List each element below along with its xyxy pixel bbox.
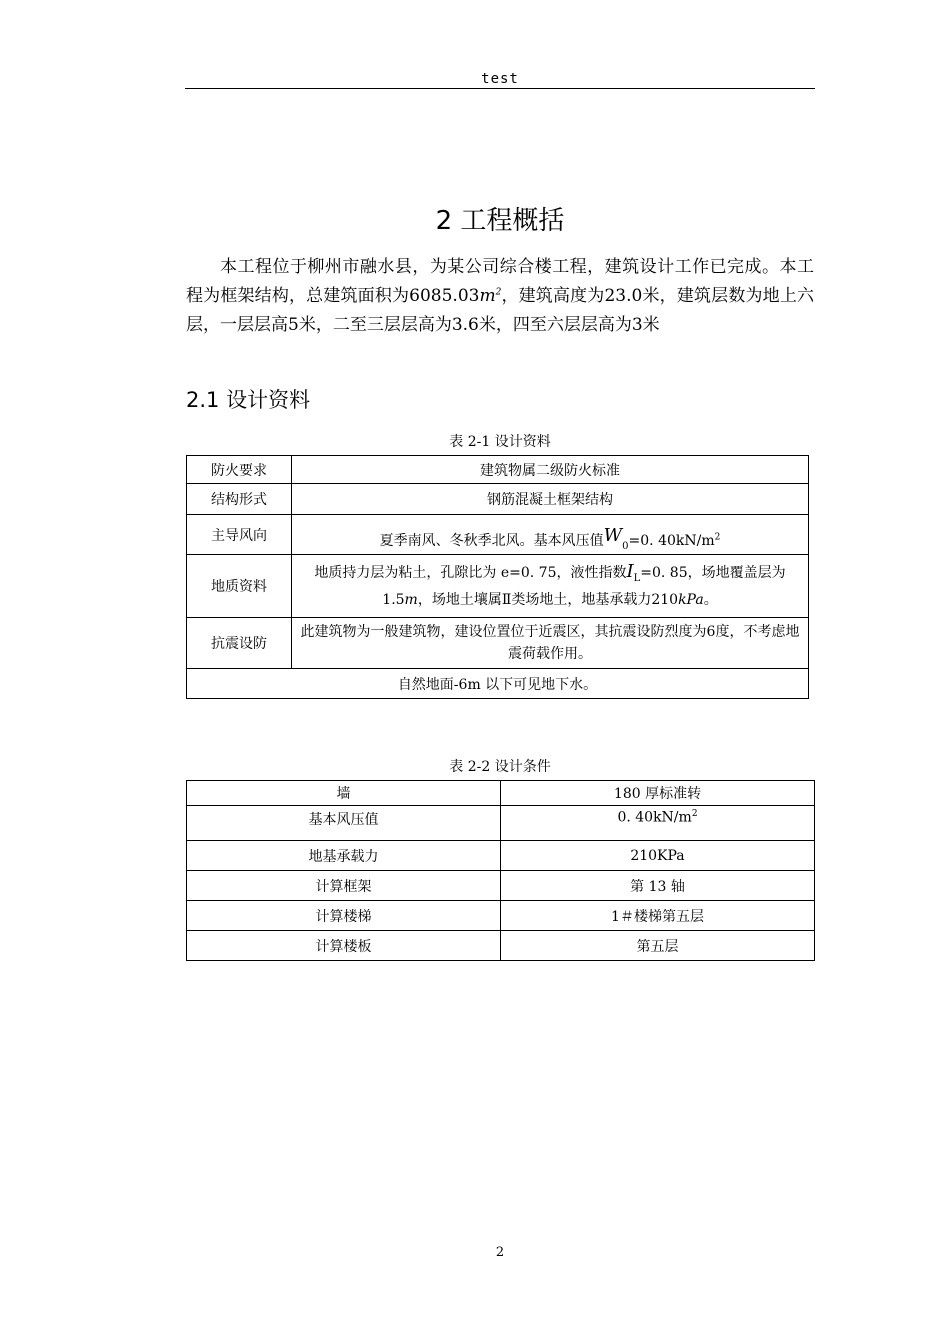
table-row (187, 618, 809, 669)
table-cell-key: 计算楼板 (187, 931, 501, 961)
intro-text-2: ，建筑高度为23.0米，建筑层数为地上六层，一层层高5米，二至三层层高为3.6米，四至六层层高为3米 (186, 286, 814, 335)
table-row (187, 781, 815, 806)
table-row (187, 515, 809, 555)
design-conditions-table (186, 780, 815, 961)
table-cell-key: 防火要求 (187, 456, 292, 484)
table-row (187, 669, 809, 699)
table-cell-key: 计算框架 (187, 871, 501, 901)
table-cell-value: 建筑物属二级防火标准 (292, 456, 809, 484)
table-cell-key: 地基承载力 (187, 841, 501, 871)
area-unit: $m^2$ (479, 286, 502, 306)
table-cell-value: 夏季南风、冬秋季北风。基本风压值$W_0=0$. $40kN/m^2$ (292, 515, 809, 555)
design-data-table (186, 455, 809, 699)
table-cell-value: 第 13 轴 (501, 871, 815, 901)
table-row (187, 841, 815, 871)
table-cell-key: 墙 (187, 781, 501, 806)
wind-pressure-symbol: W (603, 525, 623, 547)
table-cell-value: 180 厚标准转 (501, 781, 815, 806)
table-row (187, 484, 809, 515)
table-cell-key: 基本风压值 (187, 806, 501, 841)
table-row (187, 901, 815, 931)
table-row (187, 806, 815, 841)
table-cell-key: 地质资料 (187, 555, 292, 618)
table1-caption: 表 2-1 设计资料 (449, 434, 551, 450)
table-row (187, 931, 815, 961)
chapter-title: 2 工程概括 (435, 206, 565, 236)
table-cell-value: 钢筋混凝土框架结构 (292, 484, 809, 515)
table-cell-value: 地质持力层为粘土，孔隙比为 e=0. 75，液性指数$I_L=0$. 85，场地覆盖层为1.5m，场地土壤属Ⅱ类场地土，地基承载力210kPa。 (292, 555, 809, 618)
table-cell-value: 此建筑物为一般建筑物，建设位置位于近震区，其抗震设防烈度为6度，不考虑地震荷载作用。 (292, 618, 809, 669)
page-header: test (481, 71, 519, 87)
page-number: 2 (495, 1245, 505, 1260)
table-cell-key: 抗震设防 (187, 618, 292, 669)
liquidity-index-symbol: I (626, 560, 634, 582)
table-cell-value: 210KPa (501, 841, 815, 871)
table-cell-value: 1＃楼梯第五层 (501, 901, 815, 931)
section-title: 2.1 设计资料 (186, 388, 311, 412)
table-cell-key: 结构形式 (187, 484, 292, 515)
area-unit-exponent: 2 (495, 287, 502, 298)
header-rule (185, 88, 815, 89)
table2-caption: 表 2-2 设计条件 (449, 759, 551, 775)
table-cell-value: 0. $40kN/m^2$ (501, 806, 815, 841)
table-row (187, 456, 809, 484)
table-cell-value: 第五层 (501, 931, 815, 961)
table-row (187, 555, 809, 618)
table-cell-key: 计算楼梯 (187, 901, 501, 931)
table-cell-key: 主导风向 (187, 515, 292, 555)
table-footer-cell: 自然地面-6m 以下可见地下水。 (187, 669, 809, 699)
intro-text-1: 本工程位于柳州市融水县，为某公司综合楼工程，建筑设计工作已完成。本工程为框架结构，总建筑面积为6085.03 (186, 257, 814, 306)
intro-paragraph (186, 253, 814, 340)
table-row (187, 871, 815, 901)
